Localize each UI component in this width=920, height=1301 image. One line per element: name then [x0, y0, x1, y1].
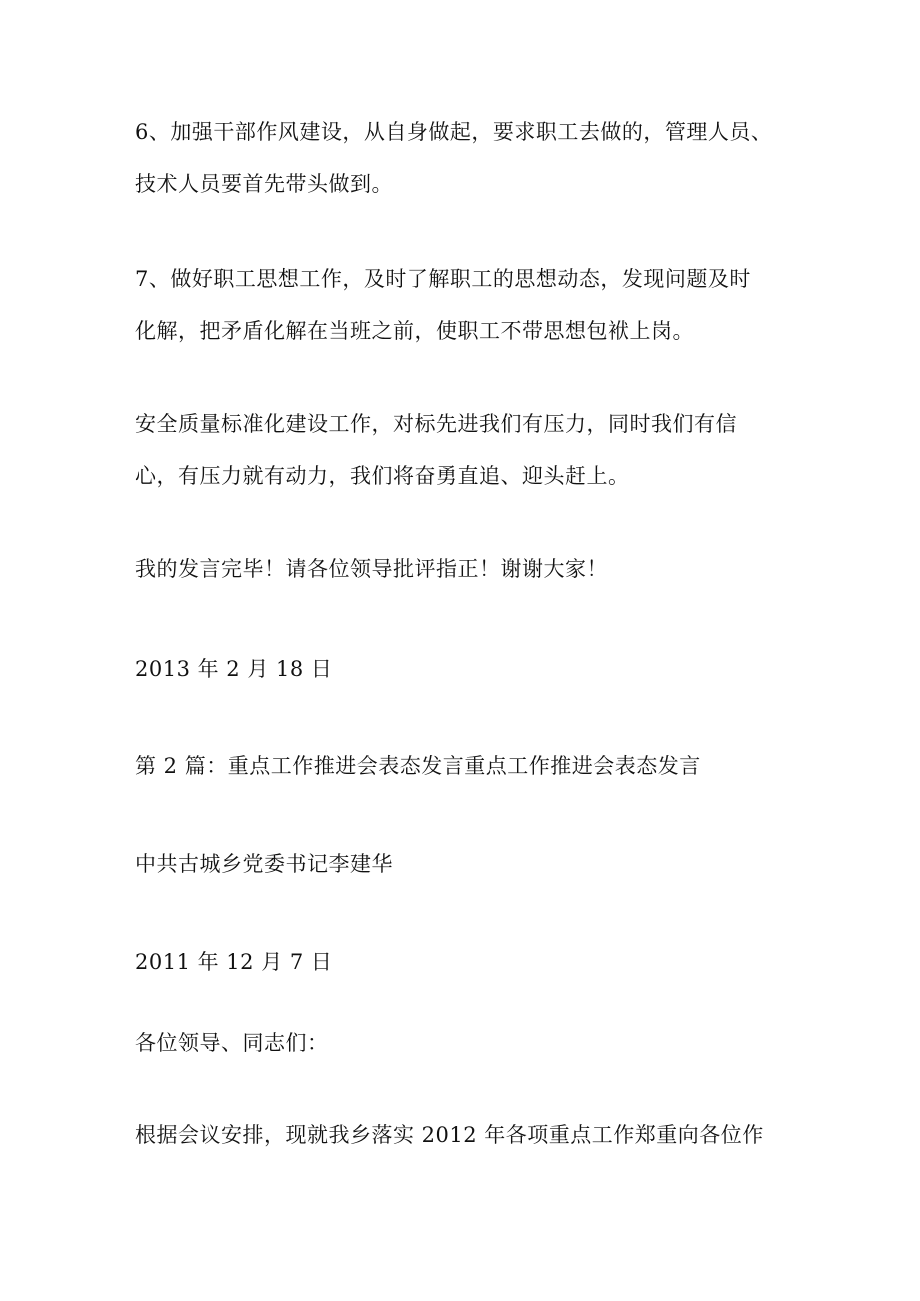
greeting: 各位领导、同志们： [135, 1031, 329, 1055]
speaker-title: 中共古城乡党委书记李建华 [135, 852, 393, 876]
paragraph-6-line-2: 技术人员要首先带头做到。 [135, 172, 393, 196]
paragraph-6-line-1: 6、加强干部作风建设，从自身做起，要求职工去做的，管理人员、 [135, 120, 773, 144]
closing-remark: 我的发言完毕！请各位领导批评指正！谢谢大家！ [135, 557, 608, 581]
paragraph-7-line-1: 7、做好职工思想工作，及时了解职工的思想动态，发现问题及时 [135, 267, 751, 291]
article-2-heading: 第 2 篇：重点工作推进会表态发言重点工作推进会表态发言 [135, 754, 701, 778]
opening-paragraph-line-1: 根据会议安排，现就我乡落实 2012 年各项重点工作郑重向各位作 [135, 1123, 764, 1147]
date-2011: 2011 年 12 月 7 日 [135, 950, 333, 974]
safety-paragraph-line-2: 心，有压力就有动力，我们将奋勇直追、迎头赶上。 [135, 464, 630, 488]
paragraph-7-line-2: 化解，把矛盾化解在当班之前，使职工不带思想包袱上岗。 [135, 319, 694, 343]
safety-paragraph-line-1: 安全质量标准化建设工作，对标先进我们有压力，同时我们有信 [135, 412, 737, 436]
date-2013: 2013 年 2 月 18 日 [135, 657, 333, 681]
